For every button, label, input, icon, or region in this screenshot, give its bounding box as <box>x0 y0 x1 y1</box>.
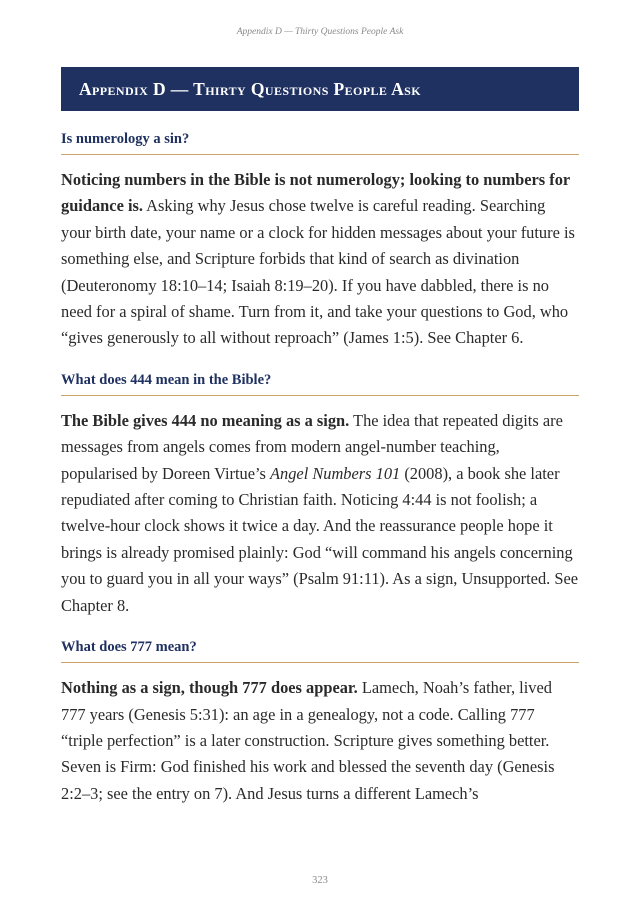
answer-paragraph <box>61 675 579 807</box>
book-title: Angel Numbers 101 <box>270 463 401 483</box>
chapter-title: Appendix D — Thirty Questions People Ask <box>79 78 421 99</box>
question-heading: What does 777 mean? <box>61 639 579 663</box>
qa-entry-777 <box>61 639 579 807</box>
answer-body: Lamech, Noah’s father, lived 777 years (Genesis 5:31): an age in a genealogy, not a code. Calling 777 “triple perfection” is a later construction. Scripture gives something better. Seven is Firm: God finished his work and blessed the seventh day (Genesis 2:2–3; see the entry on 7). And Jesus turns a different Lamech’s <box>61 678 555 803</box>
answer-lead: Nothing as a sign, though 777 does appear. <box>61 678 358 698</box>
answer-paragraph <box>61 408 579 619</box>
qa-entry-numerology <box>61 131 579 352</box>
answer-lead: Noticing numbers in the Bible is not numerology; looking to numbers for guidance is. <box>61 170 570 216</box>
chapter-title-banner <box>61 67 579 111</box>
running-header: Appendix D — Thirty Questions People Ask <box>236 27 404 37</box>
page-number: 323 <box>312 875 328 886</box>
answer-body-continued: (2008), a book she later repudiated after coming to Christian faith. Noticing 4:44 is not foolish; a twelve-hour clock shows it twice a day. And the reassurance people hope it brings is already promised plainly: God “will command his angels concerning you to guard you in all your ways” (Psalm 91:11). As a sign, Unsupported. See Chapter 8. <box>61 463 579 615</box>
question-heading: What does 444 mean in the Bible? <box>61 372 579 396</box>
question-heading: Is numerology a sin? <box>61 131 579 155</box>
qa-entry-444 <box>61 372 579 619</box>
answer-body: The idea that repeated digits are messages from angels comes from modern angel-number teaching, popularised by Doreen Virtue’s <box>61 410 563 483</box>
page-content <box>61 131 579 827</box>
answer-lead: The Bible gives 444 no meaning as a sign. <box>61 410 350 430</box>
answer-body: Asking why Jesus chose twelve is careful reading. Searching your birth date, your name or a clock for hidden messages about your future is something else, and Scripture forbids that kind of search as divination (Deuteronomy 18:10–14; Isaiah 8:19–20). If you have dabbled, there is no need for a spiral of shame. Turn from it, and take your questions to God, who “gives generously to all without reproach” (James 1:5). See Chapter 6. <box>61 196 575 348</box>
answer-paragraph <box>61 167 579 352</box>
